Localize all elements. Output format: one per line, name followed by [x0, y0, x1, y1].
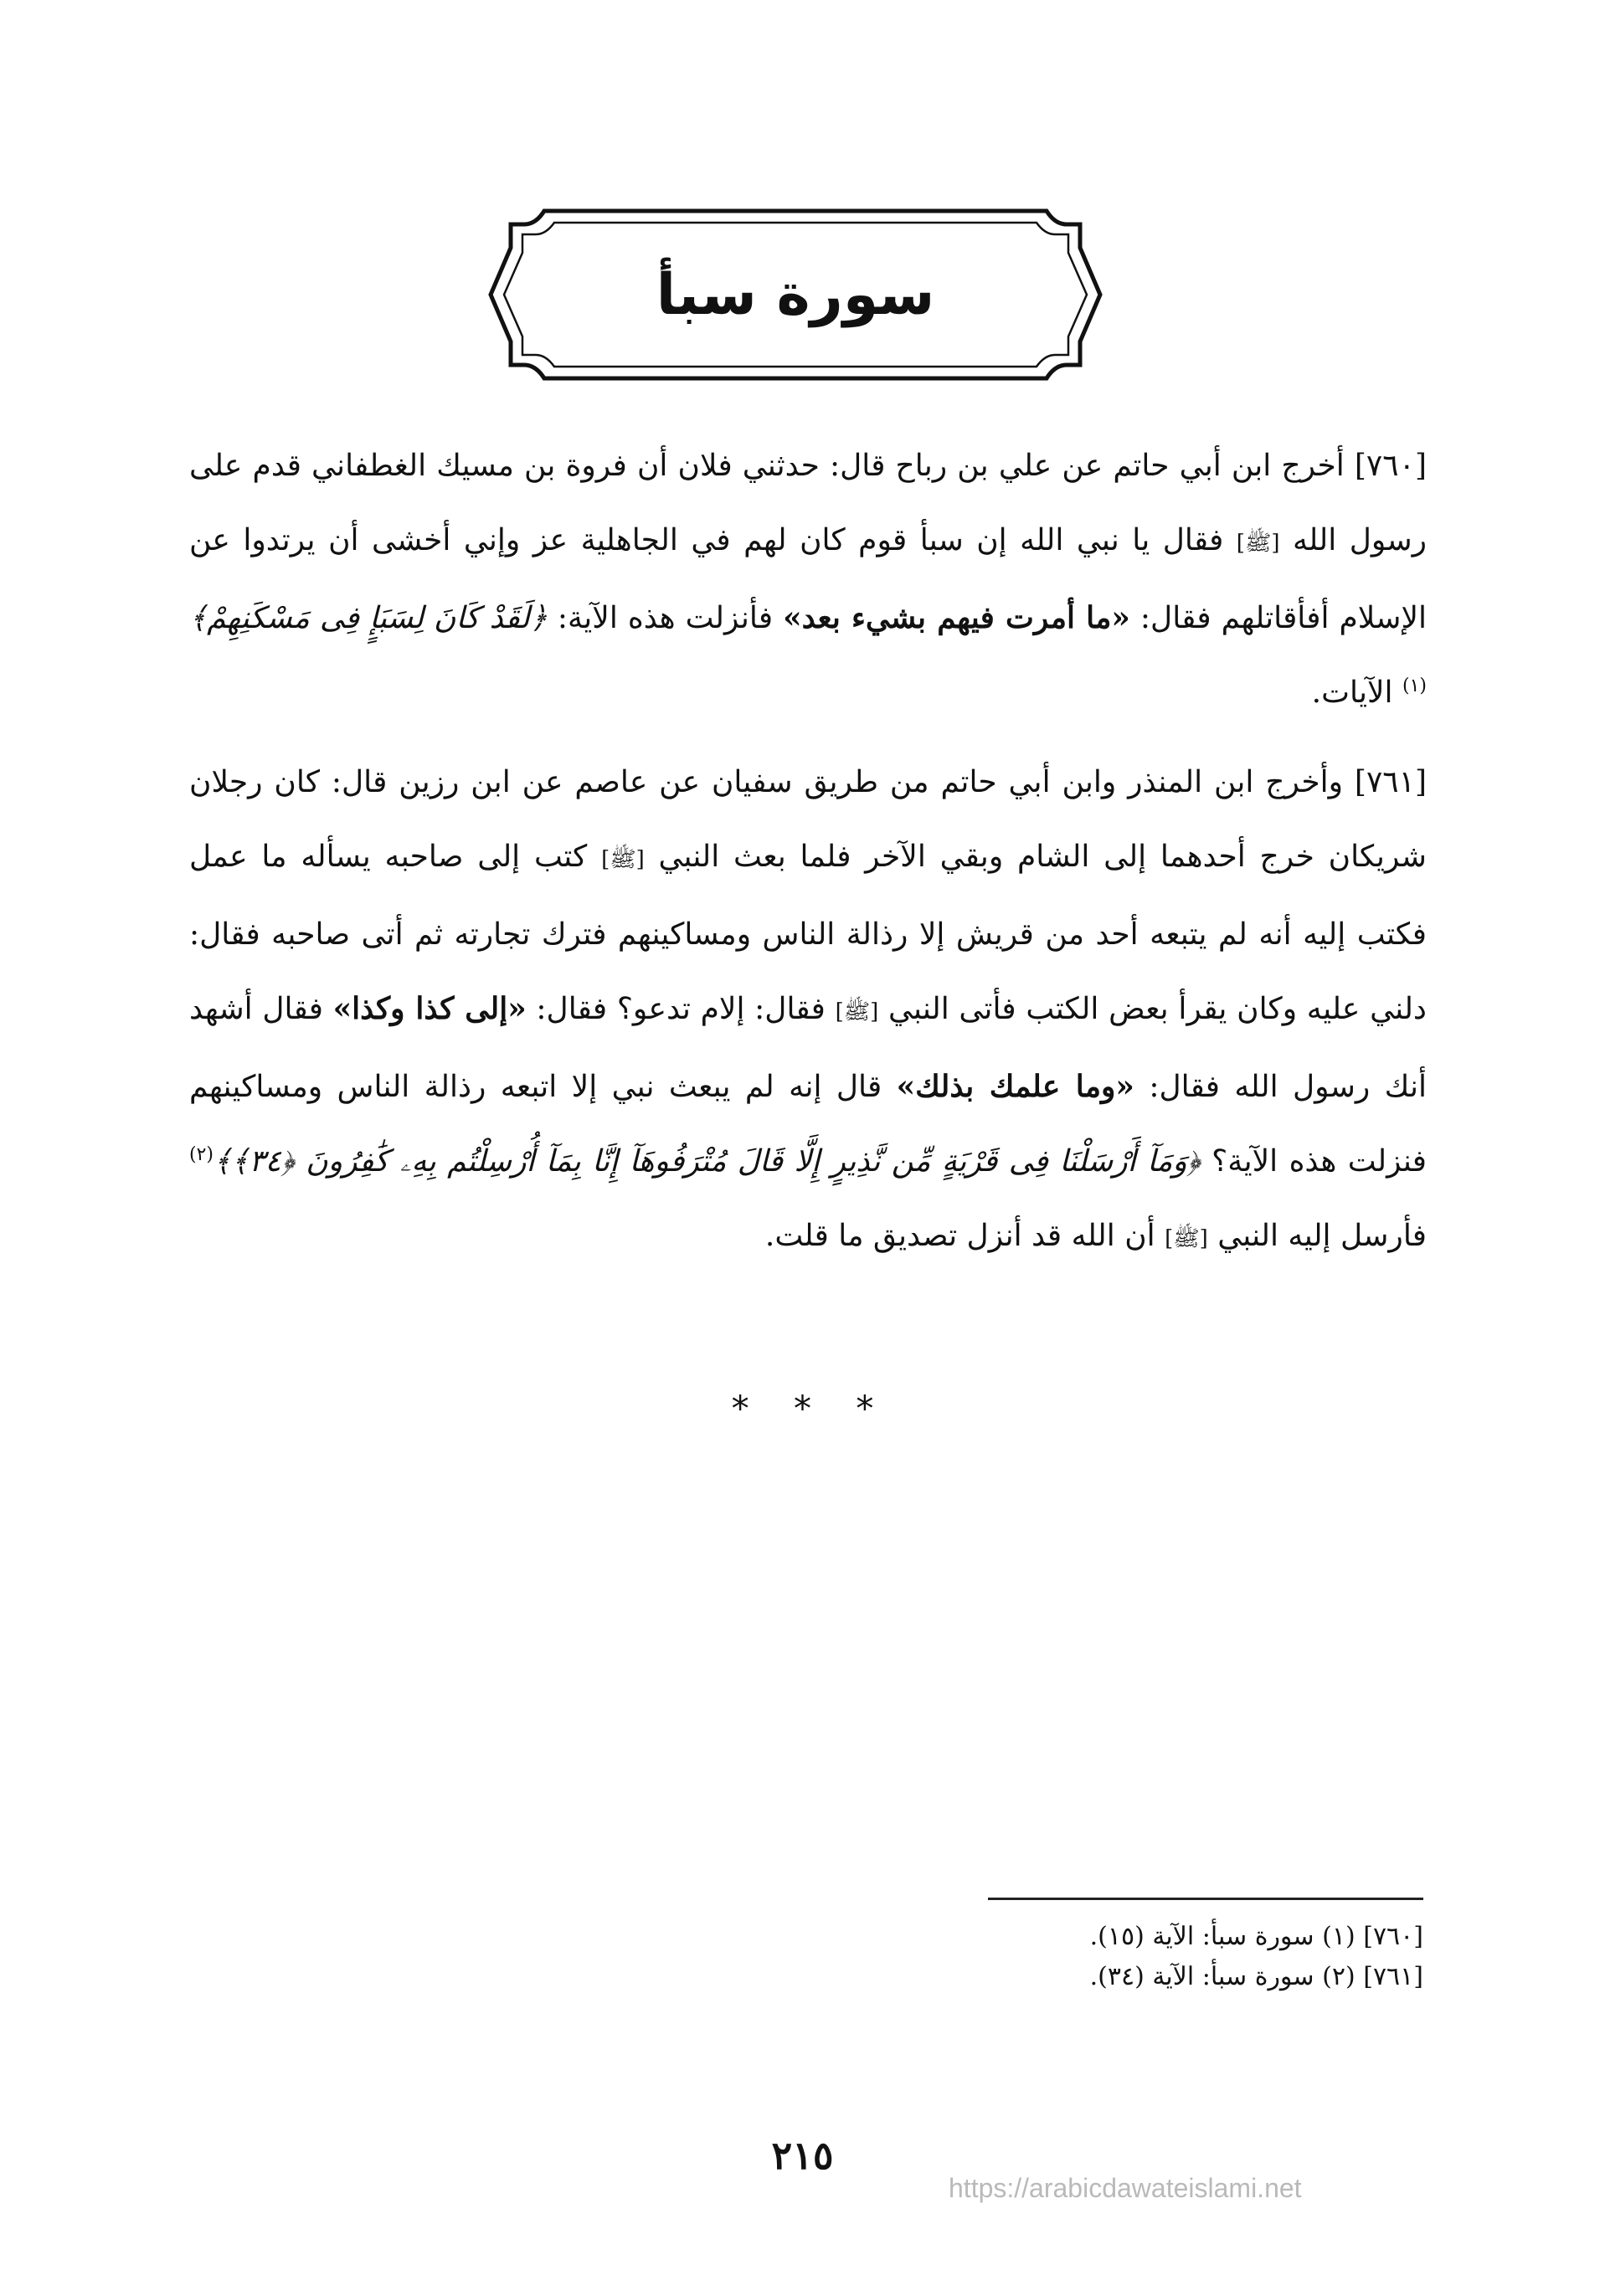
footnote-marker: (١) — [1402, 675, 1427, 696]
hadith-text: قال إنه لم يبعث نبي إلا اتبعه رذالة الناس ومساكينهم فنزلت هذه الآية؟ — [189, 1070, 1428, 1179]
hadith-text: كتب إلى صاحبه يسأله ما عمل فكتب إليه أنه لم يتبعه أحد من قريش إلا رذالة الناس ومساكينهم فترك تجارته ثم أتى صاحبه فقال: دلني عليه وكان يقرأ بعض الكتب فأتى النبي — [189, 840, 1427, 1026]
prophet-quote: «وما علمك بذلك» — [896, 1069, 1134, 1104]
hadith-text: أخرج ابن أبي حاتم عن علي بن رباح قال: حدثني فلان أن فروة بن مسيك الغطفاني قدم على رسول الله — [189, 449, 1427, 557]
hadith-text: الآيات. — [1311, 675, 1393, 710]
quran-verse: ﴿لَقَدْ كَانَ لِسَبَإٍ فِى مَسْكَنِهِمْ﴾ — [189, 601, 548, 635]
salla-mark: [ﷺ] — [835, 999, 879, 1025]
body-text — [189, 429, 1427, 1276]
footnote-number: (١) — [1322, 1922, 1356, 1951]
title-frame — [477, 194, 1114, 395]
quran-verse: ﴿وَمَآ أَرْسَلْنَا فِى قَرْيَةٍ مِّن نَّذِيرٍ إِلَّا قَالَ مُتْرَفُوهَآ إِنَّا بِمَآ أُرْسِلْتُم بِهِۦ كَٰفِرُونَ ﴿٣٤﴾﴾ — [213, 1144, 1201, 1179]
hadith-number: [٧٦٠] — [1354, 449, 1427, 483]
hadith-text: فقال: إلام تدعو؟ فقال: — [536, 992, 826, 1026]
footnote-ref: [٧٦٠] — [1363, 1922, 1423, 1951]
hadith-text: فأرسل إليه النبي — [1217, 1219, 1427, 1253]
hadith-761 — [189, 745, 1427, 1276]
prophet-quote: «ما أمرت فيهم بشيء بعد» — [783, 600, 1130, 635]
footnote-item — [837, 1957, 1423, 1997]
hadith-text: فقال أشهد أنك رسول الله فقال: — [189, 992, 1427, 1104]
salla-mark: [ﷺ] — [1165, 1226, 1208, 1251]
footnote-number: (٢) — [1322, 1962, 1356, 1991]
footnote-item — [837, 1917, 1423, 1957]
watermark-url: https://arabicdawateislami.net — [949, 2173, 1302, 2203]
footnote-divider — [988, 1898, 1423, 1900]
footnote-marker: (٢) — [189, 1144, 214, 1165]
hadith-text: فقال يا نبي الله إن سبأ قوم كان لهم في الجاهلية عز وإني أخشى أن يرتدوا عن الإسلام أفأقاتلهم فقال: — [189, 523, 1427, 635]
surah-title: سورة سبأ — [656, 261, 935, 328]
prophet-quote: «إلى كذا وكذا» — [332, 991, 527, 1026]
salla-mark: [ﷺ] — [1236, 531, 1280, 556]
footnote-ref: [٧٦١] — [1363, 1962, 1423, 1991]
hadith-text: وأخرج ابن المنذر وابن أبي حاتم من طريق سفيان عن عاصم عن ابن رزين قال: كان رجلان شريكان خرج أحدهما إلى الشام وبقي الآخر فلما بعث النبي — [189, 765, 1427, 874]
footnote-text: سورة سبأ: الآية (١٥). — [1089, 1922, 1314, 1951]
hadith-number: [٧٦١] — [1354, 765, 1427, 799]
salla-mark: [ﷺ] — [601, 847, 645, 872]
hadith-760 — [189, 429, 1427, 730]
footnote-text: سورة سبأ: الآية (٣٤). — [1089, 1962, 1314, 1991]
hadith-text: أن الله قد أنزل تصديق ما قلت. — [764, 1219, 1155, 1253]
page-number: ٢١٥ — [771, 2133, 834, 2178]
section-separator: * * * — [731, 1388, 874, 1429]
hadith-text: فأنزلت هذه الآية: — [557, 601, 774, 635]
footnotes — [837, 1917, 1423, 1997]
